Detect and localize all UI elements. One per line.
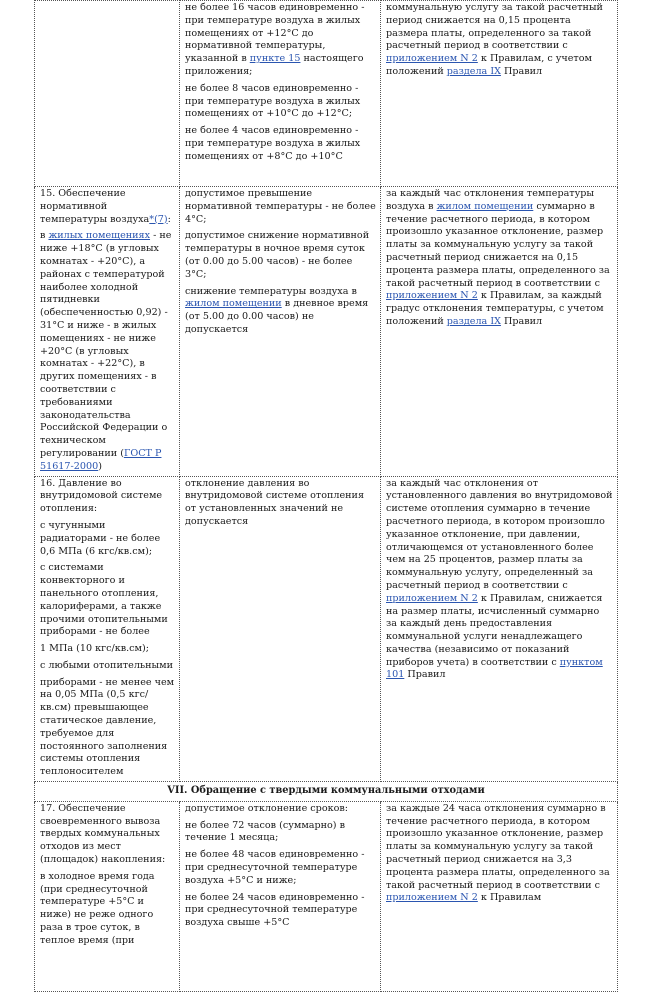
paragraph: не более 24 часов единовременно - при среднесуточной температуре воздуха свыше +5°С [185, 891, 365, 929]
paragraph: снижение температуры воздуха в жилом помещении в дневное время (от 5.00 до 0.00 часов) не допускается [185, 285, 369, 335]
reference-link[interactable]: жилом помещении [185, 298, 282, 310]
row17-requirement-cell [35, 801, 180, 991]
reference-link[interactable]: ГОСТ Р 51617-2000 [40, 447, 162, 472]
paragraph: за каждые 24 часа отклонения суммарно в течение расчетного периода, в котором произошло указанное отклонение, размер платы за коммунальную услугу за такой расчетный период снижается на 3,3 процента размера платы, определенного за такой расчетный период в соответствии с приложением N 2 к Правилам [386, 802, 610, 904]
row15-deviation-cell [180, 187, 381, 477]
paragraph: отклонение давления во внутридомовой системе отопления от установленных значений не допускается [185, 477, 365, 527]
paragraph: не более 48 часов единовременно - при среднесуточной температуре воздуха +5°С и ниже; [185, 849, 365, 886]
row-cont-requirement-cell [35, 1, 180, 187]
document-page [34, 0, 617, 946]
paragraph: допустимое превышение нормативной температуры - не более 4°С; [185, 188, 376, 225]
paragraph: не более 72 часов (суммарно) в течение 1 месяца; [185, 819, 346, 844]
reference-link[interactable]: раздела IX [446, 315, 501, 327]
row16-payment-cell [381, 476, 618, 782]
reference-link[interactable]: приложением N 2 [386, 592, 478, 604]
paragraph: в жилых помещениях - не ниже +18°С (в угловых комнатах - +20°С), а районах с температурой наиболее холодной пятидневки (обеспеченностью 0,92) - 31°С и ниже - в жилых помещениях - не ниже +20°С (в угловых комнатах - +22°С), в других помещениях - в соответствии с требованиями законодательства Российской Федерации о техническом регулировании (ГОСТ Р 51617-2000) [40, 230, 172, 472]
reference-link[interactable]: жилом помещении [436, 200, 534, 212]
section-heading-row [35, 782, 618, 802]
section-heading: VII. Обращение с твердыми коммунальными отходами [35, 782, 618, 802]
paragraph: коммунальную услугу за такой расчетный период снижается на 0,15 процента размера платы, определенного за такой расчетный период в соответствии с приложением N 2 к Правилам, с учетом положений раздела IX Правил [386, 2, 603, 77]
reference-link[interactable]: пункте 15 [249, 53, 301, 65]
paragraph: приборами - не менее чем на 0,05 МПа (0,5 кгс/кв.см) превышающее статическое давление, требуемое для постоянного заполнения системы отопления теплоносителем [40, 676, 175, 778]
reference-link[interactable]: приложением N 2 [386, 53, 478, 65]
row15-requirement-cell [35, 187, 180, 477]
paragraph: с системами конвекторного и панельного отопления, калориферами, а также прочими отопительными приборами - не более [40, 562, 168, 638]
table-row-15 [35, 187, 618, 477]
paragraph: 15. Обеспечение нормативной температуры воздуха*(7): [40, 188, 171, 225]
row16-deviation-cell [180, 476, 381, 782]
paragraph: за каждый час отклонения температуры воздуха в жилом помещении суммарно в течение расчетного периода, в котором произошло указанное отклонение, размер платы за коммунальную услугу за такой расчетный период снижается на 0,15 процента размера платы, определенного за такой расчетный период в соответствии с приложением N 2 к Правилам, за каждый градус отклонения температуры, с учетом положений раздела IX Правил [386, 188, 610, 327]
paragraph: 17. Обеспечение своевременного вывоза твердых коммунальных отходов из мест (площадок) накопления: [40, 802, 166, 866]
paragraph: допустимое снижение нормативной температуры в ночное время суток (от 0.00 до 5.00 часов) - не более 3°С; [185, 230, 370, 280]
row17-deviation-cell [180, 801, 381, 991]
table-row-continued [35, 1, 618, 187]
paragraph: допустимое отклонение сроков: [185, 802, 348, 814]
reference-link[interactable]: раздела IX [446, 65, 501, 77]
quality-requirements-table [34, 0, 618, 992]
reference-link[interactable]: пунктом 101 [386, 656, 603, 681]
reference-link[interactable]: *(7) [149, 213, 168, 225]
paragraph: с любыми отопительными [40, 659, 174, 671]
reference-link[interactable]: приложением N 2 [386, 892, 478, 904]
paragraph: не более 4 часов единовременно - при температуре воздуха в жилых помещениях от +8°С до +10°С [185, 125, 361, 162]
paragraph: не более 16 часов единовременно - при температуре воздуха в жилых помещениях от +12°С до нормативной температуры, указанной в пункте 15 настоящего приложения; [185, 2, 365, 77]
row-cont-deviation-cell [180, 1, 381, 187]
row15-payment-cell [381, 187, 618, 477]
paragraph: 1 МПа (10 кгс/кв.см); [40, 643, 149, 655]
paragraph: не более 8 часов единовременно - при температуре воздуха в жилых помещениях от +10°С до +12°С; [185, 82, 361, 120]
paragraph: за каждый час отклонения от установленного давления во внутридомовой системе отопления суммарно в течение расчетного периода, в котором произошло указанное отклонение, при давлении, отличающемся от установленного более чем на 25 процентов, размер платы за коммунальную услугу, определенный за расчетный период в соответствии с приложением N 2 к Правилам, снижается на размер платы, исчисленный суммарно за каждый день предоставления коммунальной услуги ненадлежащего качества (независимо от показаний приборов учета) в соответствии с пунктом 101 Правил [386, 477, 613, 681]
paragraph: в холодное время года (при среднесуточной температуре +5°С и ниже) не реже одного раза в трое суток, в теплое время (при [40, 870, 155, 946]
row17-payment-cell [381, 801, 618, 991]
paragraph: с чугунными радиаторами - не более 0,6 МПа (6 кгс/кв.см); [40, 519, 161, 557]
reference-link[interactable]: приложением N 2 [386, 290, 478, 302]
table-row-16 [35, 476, 618, 782]
row16-requirement-cell [35, 476, 180, 782]
table-row-17 [35, 801, 618, 991]
row-cont-payment-cell [381, 1, 618, 187]
paragraph: 16. Давление во внутридомовой системе отопления: [40, 477, 163, 515]
reference-link[interactable]: жилых помещениях [48, 230, 151, 242]
